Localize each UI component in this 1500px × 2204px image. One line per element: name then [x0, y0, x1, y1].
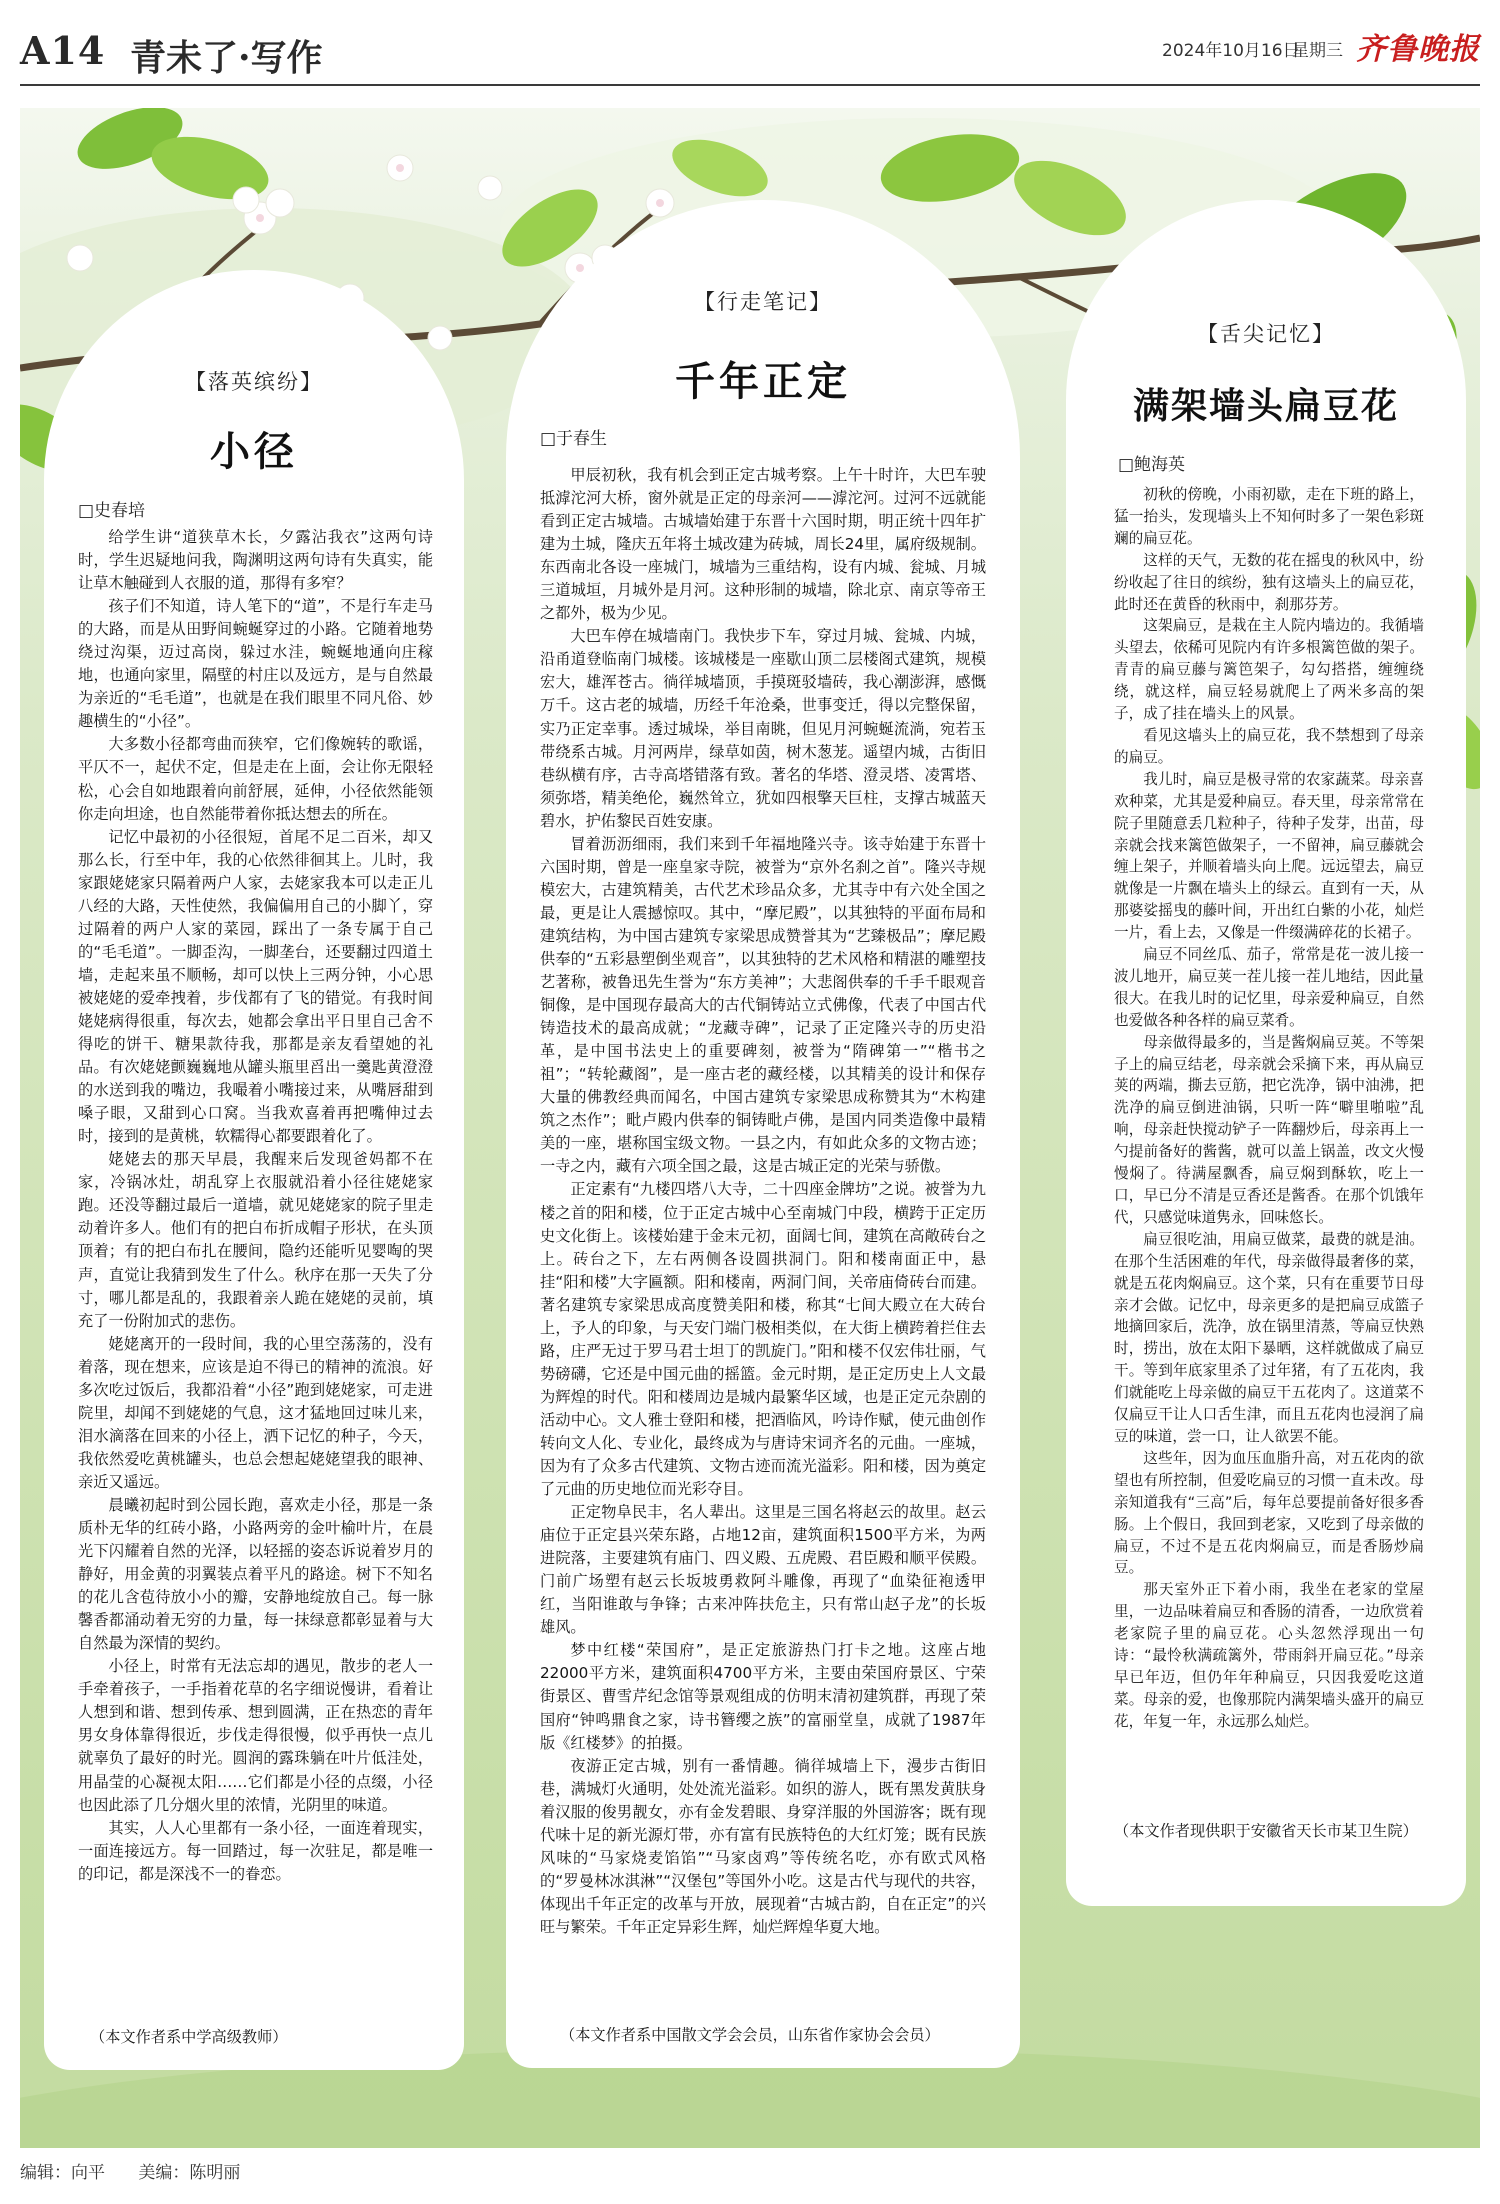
paragraph: 晨曦初起时到公园长跑，喜欢走小径，那是一条质朴无华的红砖小路，小路两旁的金叶榆叶片，在晨光下闪耀着自然的光泽，以轻摇的姿态诉说着岁月的静好，用金黄的羽翼装点着平凡的路途。树下不知名的花儿含苞待放小小的瓣，安静地绽放自己。每一脉馨香都涌动着无穷的力量，每一抹绿意都彰显着与大自然最为深情的契约。: [78, 1495, 433, 1653]
header-divider: [20, 84, 1480, 86]
column-label: 【落英缤纷】: [185, 370, 323, 394]
paragraph: 小径上，时常有无法忘却的遇见，散步的老人一手牵着孩子，一手指着花草的名字细说慢讲，看着让人想到和谐、想到传承、想到圆满，正在热恋的青年男女身体靠得很近，步伐走得很慢，似乎再快一点儿就辜负了最好的时光。圆润的露珠躺在叶片低洼处，用晶莹的心凝视太阳……它们都是小径的点缀，小径也因此添了几分烟火里的浓情，光阴里的味道。: [78, 1657, 433, 1814]
section-title: 青未了·写作: [130, 37, 323, 79]
article-body: [78, 526, 433, 1886]
paragraph: 姥姥离开的一段时间，我的心里空荡荡的，没有着落，现在想来，应该是迫不得已的精神的流浪。好多次吃过饭后，我都沿着“小径”跑到姥姥家，可走进院里，却闻不到姥姥的气息，这才猛地回过味儿来，泪水滴落在回来的小径上，洒下记忆的种子，今天，我依然爱吃黄桃罐头，也总会想起姥姥望我的眼神、亲近又遥远。: [78, 1334, 433, 1491]
paragraph: 正定物阜民丰，名人辈出。这里是三国名将赵云的故里。赵云庙位于正定县兴荣东路，占地12亩，建筑面积1500平方米，为两进院落，主要建筑有庙门、四义殿、五虎殿、君臣殿和顺平侯殿。门前广场塑有赵云长坂坡勇救阿斗雕像，再现了“血染征袍透甲红，当阳谁敢与争锋；古来冲阵扶危主，只有常山赵子龙”的长坂雄风。: [540, 1503, 986, 1637]
paragraph: 这些年，因为血压血脂升高，对五花肉的欲望也有所控制，但爱吃扁豆的习惯一直未改。母亲知道我有“三高”后，每年总要提前备好很多香肠。上个假日，我回到老家，又吃到了母亲做的扁豆，不过不是五花肉焖扁豆，而是香肠炒扁豆。: [1114, 1449, 1424, 1577]
paragraph: 扁豆很吃油，用扁豆做菜，最费的就是油。在那个生活困难的年代，母亲做得最奢侈的菜，就是五花肉焖扁豆。这个菜，只有在重要节日母亲才会做。记忆中，母亲更多的是把扁豆成篮子地摘回家后，洗净，放在锅里清蒸，等扁豆快熟时，捞出，放在太阳下暴晒，这样就做成了扁豆干。等到年底家里杀了过年猪，有了五花肉，我们就能吃上母亲做的扁豆干五花肉了。这道菜不仅扁豆干让人口舌生津，而且五花肉也浸润了扁豆的味道，尝一口，让人欲罢不能。: [1114, 1230, 1424, 1445]
author-note: （本文作者系中国散文学会会员，山东省作家协会会员）: [560, 2026, 940, 2044]
paragraph: 给学生讲“道狭草木长，夕露沾我衣”这两句诗时，学生迟疑地问我，陶渊明这两句诗有失真实，能让草木触碰到人衣服的道，那得有多窄？: [78, 528, 433, 593]
paragraph: 那天室外正下着小雨，我坐在老家的堂屋里，一边品味着扁豆和香肠的清香，一边欣赏着老家院子里的扁豆花。心头忽然浮现出一句诗：“最怜秋满疏篱外，带雨斜开扁豆花。”母亲早已年迈，但仍年年种扁豆，只因我爱吃这道菜。母亲的爱，也像那院内满架墙头盛开的扁豆花，年复一年，永远那么灿烂。: [1114, 1581, 1424, 1730]
page-footer: [20, 2158, 268, 2183]
article-card-right: [1066, 200, 1466, 1906]
newspaper-logo: 齐鲁晚报: [1356, 32, 1480, 67]
author-note: （本文作者现供职于安徽省天长市某卫生院）: [1114, 1822, 1418, 1840]
paragraph: 扁豆不同丝瓜、茄子，常常是花一波儿接一波儿地开，扁豆荚一茬儿接一茬儿地结，因此量很大。在我儿时的记忆里，母亲爱种扁豆，自然也爱做各种各样的扁豆菜肴。: [1114, 946, 1424, 1029]
page-number: A14: [20, 28, 106, 73]
article-card-left: [44, 270, 464, 2070]
page-header: [0, 0, 1500, 112]
column-label: 【舌尖记忆】: [1197, 322, 1335, 346]
article-body: [540, 464, 986, 1939]
paragraph: 我儿时，扁豆是极寻常的农家蔬菜。母亲喜欢种菜，尤其是爱种扁豆。春天里，母亲常常在院子里随意丢几粒种子，待种子发芽，出苗，母亲就会找来篱笆做架子，一不留神，扁豆藤就会缠上架子，并顺着墙头向上爬。远远望去，扁豆就像是一片飘在墙头上的绿云。直到有一天，从那婆娑摇曳的藤叶间，开出红白紫的小花，灿烂一片，看上去，又像是一件缀满碎花的长裙子。: [1114, 770, 1424, 942]
paragraph: 姥姥去的那天早晨，我醒来后发现爸妈都不在家，冷锅冰灶，胡乱穿上衣服就沿着小径往姥姥家跑。还没等翻过最后一道墙，就见姥姥家的院子里走动着许多人。他们有的把白布折成帽子形状，在头顶顶着；有的把白布扎在腰间，隐约还能听见婴啕的哭声，直觉让我猜到发生了什么。秋序在那一天失了分寸，哪儿都是乱的，我跟着亲人跪在姥姥的灵前，填充了一份附加式的悲伤。: [78, 1150, 433, 1330]
article-card-middle: [506, 200, 1020, 2068]
article-title: 满架墙头扁豆花: [1132, 385, 1399, 427]
issue-weekday: 星期三: [1292, 41, 1343, 61]
article-author: □鲍海英: [1118, 455, 1186, 475]
author-note: （本文作者系中学高级教师）: [90, 2028, 288, 2046]
paragraph: 这架扁豆，是栽在主人院内墙边的。我循墙头望去，依稀可见院内有许多根篱笆做的架子。青青的扁豆藤与篱笆架子，勾勾搭搭，缠缠绕绕，就这样，扁豆轻易就爬上了两米多高的架子，成了挂在墙头上的风景。: [1114, 617, 1424, 723]
paragraph: 初秋的傍晚，小雨初歇，走在下班的路上，猛一抬头，发现墙头上不知何时多了一架色彩斑斓的扁豆花。: [1114, 486, 1424, 547]
paragraph: 大巴车停在城墙南门。我快步下车，穿过月城、瓮城、内城，沿甬道登临南门城楼。该城楼是一座歇山顶二层楼阁式建筑，规模宏大，雄浑苍古。徜徉城墙顶，手摸斑驳墙砖，我心潮澎湃，感慨万千。这古老的城墙，历经千年沧桑，世事变迁，得以完整保留，实乃正定幸事。透过城垛，举目南眺，但见月河蜿蜒流淌，宛若玉带绕系古城。月河两岸，绿草如茵，树木葱茏。遥望内城，古街旧巷纵横有序，古寺高塔错落有致。著名的华塔、澄灵塔、凌霄塔、须弥塔，精美绝伦，巍然耸立，犹如四根擎天巨柱，支撑古城蓝天碧水，护佑黎民百姓安康。: [540, 627, 986, 830]
paragraph: 梦中红楼“荣国府”，是正定旅游热门打卡之地。这座占地22000平方米，建筑面积4700平方米，主要由荣国府景区、宁荣街景区、曹雪芹纪念馆等景观组成的仿明末清初建筑群，再现了荣国府“钟鸣鼎食之家，诗书簪缨之族”的富丽堂皇，成就了1987年版《红楼梦》的拍摄。: [540, 1641, 986, 1752]
paragraph: 大多数小径都弯曲而狭窄，它们像婉转的歌谣，平仄不一，起伏不定，但是走在上面，会让你无限轻松，心会自如地跟着向前舒展，延伸，小径依然能领你走向坦途，也自然能带着你抵达想去的所在。: [78, 735, 433, 823]
article-author: □史春培: [78, 501, 146, 521]
column-label: 【行走笔记】: [694, 290, 832, 314]
paragraph: 看见这墙头上的扁豆花，我不禁想到了母亲的扁豆。: [1114, 726, 1424, 766]
article-title: 千年正定: [675, 358, 851, 405]
article-body: [1114, 484, 1424, 1733]
issue-date: 2024年10月16日: [1162, 41, 1300, 61]
designer-credit: 美编：陈明丽: [138, 2163, 241, 2183]
editor-credit: 编辑：向平: [20, 2163, 105, 2183]
article-title: 小径: [210, 428, 298, 475]
paragraph: 正定素有“九楼四塔八大寺，二十四座金牌坊”之说。被誉为九楼之首的阳和楼，位于正定古城中心至南城门中段，横跨于正定历史文化街上。该楼始建于金末元初，面阔七间，建筑在高敞砖台之上。砖台之下，左右两侧各设圆拱洞门。阳和楼南面正中，悬挂“阳和楼”大字匾额。阳和楼南，两洞门间，关帝庙倚砖台而建。著名建筑专家梁思成高度赞美阳和楼，称其“七间大殿立在大砖台上，予人的印象，与天安门端门极相类似，在大街上横跨着拦住去路，庄严无过于罗马君士坦丁的凯旋门。”阳和楼不仅宏伟壮丽，气势磅礴，它还是中国元曲的摇篮。金元时期，是正定历史上人文最为辉煌的时代。阳和楼周边是城内最繁华区域，也是正定元杂剧的活动中心。文人雅士登阳和楼，把酒临风，吟诗作赋，使元曲创作转向文人化、专业化，最终成为与唐诗宋词齐名的元曲。一座城，因为有了众多古代建筑、文物古迹而流光溢彩。阳和楼，因为奠定了元曲的历史地位而光彩夺目。: [540, 1180, 986, 1499]
paragraph: 夜游正定古城，别有一番情趣。徜徉城墙上下，漫步古街旧巷，满城灯火通明，处处流光溢彩。如织的游人，既有黑发黄肤身着汉服的俊男靓女，亦有金发碧眼、身穿洋服的外国游客；既有现代味十足的新光源灯带，亦有富有民族特色的大红灯笼；既有民族风味的“马家烧麦馅馅”“马家卤鸡”等传统名吃，亦有欧式风格的“罗曼林冰淇淋”“汉堡包”等国外小吃。这是古代与现代的共容，体现出千年正定的改革与开放，展现着“古城古韵，自在正定”的兴旺与繁荣。千年正定异彩生辉，灿烂辉煌华夏大地。: [540, 1756, 986, 1936]
article-author: □于春生: [540, 429, 608, 449]
paragraph: 孩子们不知道，诗人笔下的“道”，不是行车走马的大路，而是从田野间蜿蜒穿过的小路。它随着地势绕过沟渠，迈过高岗，躲过水洼，蜿蜒地通向庄稼地，也通向家里，隔壁的村庄以及远方，是与自然最为亲近的“毛毛道”，也就是在我们眼里不同凡俗、妙趣横生的“小径”。: [78, 597, 433, 731]
paragraph: 甲辰初秋，我有机会到正定古城考察。上午十时许，大巴车驶抵滹沱河大桥，窗外就是正定的母亲河——滹沱河。过河不远就能看到正定古城墙。古城墙始建于东晋十六国时期，明正统十四年扩建为土城，隆庆五年将土城改建为砖城，周长24里，属府级规制。东西南北各设一座城门，城墙为三重结构，设有内城、瓮城、月城三道城垣，月城外是月河。这种形制的城墙，除北京、南京等帝王之都外，极为少见。: [540, 466, 986, 623]
paragraph: 其实，人人心里都有一条小径，一面连着现实，一面连接远方。每一回踏过，每一次驻足，都是唯一的印记，都是深浅不一的眷恋。: [78, 1818, 433, 1883]
paragraph: 母亲做得最多的，当是酱焖扁豆荚。不等架子上的扁豆结老，母亲就会采摘下来，再从扁豆荚的两端，撕去豆筋，把它洗净，锅中油沸，把洗净的扁豆倒进油锅，只听一阵“噼里啪啦”乱响，母亲赶快搅动铲子一阵翻炒后，母亲再上一勺提前备好的酱酱，就可以盖上锅盖，改文火慢慢焖了。待满屋飘香，扁豆焖到酥软，吃上一口，早已分不清是豆香还是酱香。在那个饥饿年代，只感觉味道隽永，回味悠长。: [1114, 1033, 1424, 1226]
paragraph: 冒着沥沥细雨，我们来到千年福地隆兴寺。该寺始建于东晋十六国时期，曾是一座皇家寺院，被誉为“京外名刹之首”。隆兴寺规模宏大，古建筑精美，古代艺术珍品众多，尤其寺中有六处全国之最，更是让人震撼惊叹。其中，“摩尼殿”，以其独特的平面布局和建筑结构，为中国古建筑专家梁思成赞誉其为“艺臻极品”；摩尼殿供奉的“五彩悬塑倒坐观音”，以其独特的艺术风格和精湛的雕塑技艺著称，被鲁迅先生誉为“东方美神”；大悲阁供奉的千手千眼观音铜像，是中国现存最高大的古代铜铸站立式佛像，代表了中国古代铸造技术的最高成就；“龙藏寺碑”，记录了正定隆兴寺的历史沿革，是中国书法史上的重要碑刻，被誉为“隋碑第一”“楷书之祖”；“转轮藏阁”，是一座古老的藏经楼，以其精美的设计和保存大量的佛教经典而闻名，中国古建筑专家梁思成称赞其为“木构建筑之杰作”；毗卢殿内供奉的铜铸毗卢佛，是国内同类造像中最精美的一座，堪称国宝级文物。一县之内，有如此众多的文物古迹；一寺之内，藏有六项全国之最，这是古城正定的光荣与骄傲。: [540, 834, 986, 1176]
paragraph: 记忆中最初的小径很短，首尾不足二百米，却又那么长，行至中年，我的心依然徘徊其上。儿时，我家跟姥姥家只隔着两户人家，去姥家我本可以走正儿八经的大路，天性使然，我偏偏用自己的小脚丫，穿过隔着的两户人家的菜园，踩出了一条专属于自己的“毛毛道”。一脚歪沟，一脚垄台，还要翻过四道土墙，走起来虽不顺畅，却可以快上三两分钟，小心思被姥姥的爱牵拽着，步伐都有了飞的错觉。有我时间姥姥病得很重，每次去，她都会拿出平日里自己舍不得吃的饼干、糖果款待我，那都是亲友看望她的礼品。有次姥姥颤巍巍地从罐头瓶里舀出一羹匙黄澄澄的水送到我的嘴边，我嘬着小嘴接过来，从嘴唇甜到嗓子眼，又甜到心口窝。当我欢喜着再把嘴伸过去时，接到的是黄桃，软糯得心都要跟着化了。: [78, 827, 433, 1146]
paragraph: 这样的天气，无数的花在摇曳的秋风中，纷纷收起了往日的缤纷，独有这墙头上的扁豆花，此时还在黄昏的秋雨中，刹那芬芳。: [1114, 551, 1424, 613]
